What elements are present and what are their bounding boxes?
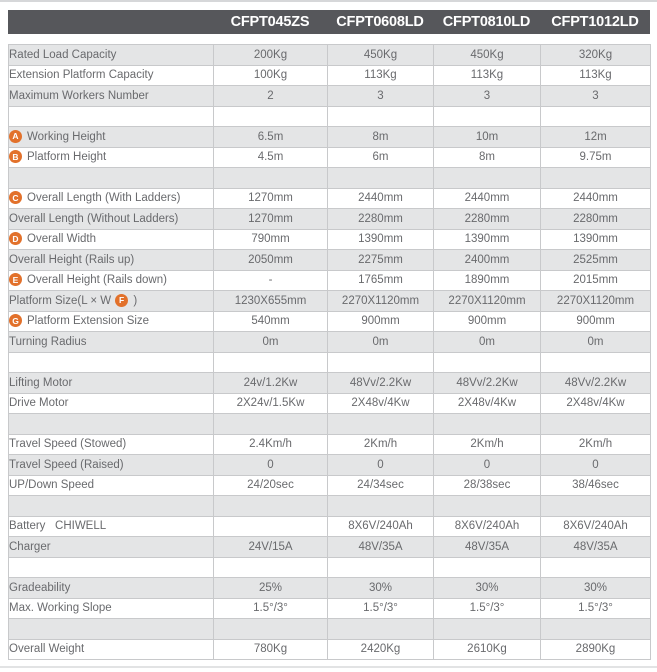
- spec-value-cell: 12m: [541, 127, 651, 148]
- spacer-label-cell: [9, 106, 214, 127]
- spacer-value-cell: [328, 168, 434, 189]
- spec-row: [9, 516, 651, 537]
- spec-row: [9, 311, 651, 332]
- spec-value-cell: 0: [328, 455, 434, 476]
- spec-value-cell: 1890mm: [434, 270, 541, 291]
- spacer-value-cell: [434, 106, 541, 127]
- spec-value-cell: 2270X1120mm: [541, 291, 651, 312]
- spec-value-cell: 1390mm: [328, 229, 434, 250]
- specification-table: [8, 44, 651, 660]
- spec-row: [9, 434, 651, 455]
- spec-value-cell: 48V/35A: [434, 537, 541, 558]
- spec-label: Working Height: [27, 130, 106, 143]
- spec-value-cell: 6.5m: [214, 127, 328, 148]
- spec-value-cell: 0m: [328, 332, 434, 353]
- spec-value-cell: 2610Kg: [434, 639, 541, 660]
- spec-row: [9, 65, 651, 86]
- spec-value-cell: 2280mm: [541, 209, 651, 230]
- spec-label-cell: [9, 209, 214, 230]
- spec-label: Travel Speed (Stowed): [9, 438, 127, 451]
- spec-label: Overall Height (Rails down): [27, 274, 167, 287]
- spec-label-cell: [9, 434, 214, 455]
- spacer-label-cell: [9, 619, 214, 640]
- spec-value-cell: 3: [328, 86, 434, 107]
- spec-row: [9, 127, 651, 148]
- spec-label-cell: [9, 127, 214, 148]
- spec-value-cell: 320Kg: [541, 45, 651, 66]
- spec-value-cell: 1270mm: [214, 209, 328, 230]
- spacer-value-cell: [434, 168, 541, 189]
- spacer-value-cell: [434, 557, 541, 578]
- spec-label: Overall Height (Rails up): [9, 253, 135, 266]
- spec-value-cell: 113Kg: [541, 65, 651, 86]
- spec-value-cell: 1.5°/3°: [328, 598, 434, 619]
- spec-label-cell: [9, 598, 214, 619]
- spacer-value-cell: [434, 414, 541, 435]
- spec-label-cell: [9, 229, 214, 250]
- spec-value-cell: 540mm: [214, 311, 328, 332]
- spec-value-cell: 2X48v/4Kw: [434, 393, 541, 414]
- spacer-value-cell: [214, 168, 328, 189]
- spec-value-cell: 24v/1.2Kw: [214, 373, 328, 394]
- spec-value-cell: 0m: [541, 332, 651, 353]
- spec-row: [9, 475, 651, 496]
- spec-value-cell: 1.5°/3°: [434, 598, 541, 619]
- spec-row: [9, 332, 651, 353]
- spec-label: Travel Speed (Raised): [9, 458, 124, 471]
- spec-label: Turning Radius: [9, 335, 87, 348]
- spec-value-cell: 38/46sec: [541, 475, 651, 496]
- spacer-value-cell: [541, 352, 651, 373]
- spec-value-cell: 2280mm: [434, 209, 541, 230]
- spec-value-cell: 8X6V/240Ah: [328, 516, 434, 537]
- spec-value-cell: 25%: [214, 578, 328, 599]
- spec-value-cell: 2525mm: [541, 250, 651, 271]
- spec-value-cell: 3: [434, 86, 541, 107]
- spec-label-cell: [9, 311, 214, 332]
- spec-row: [9, 229, 651, 250]
- spec-row: [9, 455, 651, 476]
- spacer-label-cell: [9, 352, 214, 373]
- spec-value-cell: 1390mm: [434, 229, 541, 250]
- dimension-letter-badge: D: [9, 232, 22, 245]
- spacer-row: [9, 619, 651, 640]
- dimension-letter-badge: B: [9, 150, 22, 163]
- spacer-value-cell: [328, 106, 434, 127]
- spec-row: [9, 250, 651, 271]
- spec-value-cell: 0m: [434, 332, 541, 353]
- spec-value-cell: 113Kg: [434, 65, 541, 86]
- spacer-row: [9, 168, 651, 189]
- spec-value-cell: 8m: [434, 147, 541, 168]
- spec-label: Max. Working Slope: [9, 602, 112, 615]
- spec-value-cell: 48V/35A: [328, 537, 434, 558]
- spec-row: [9, 209, 651, 230]
- spec-label-cell: [9, 455, 214, 476]
- top-divider: [0, 0, 657, 2]
- spec-value-cell: 6m: [328, 147, 434, 168]
- spacer-value-cell: [541, 557, 651, 578]
- spacer-value-cell: [214, 619, 328, 640]
- dimension-letter-badge: E: [9, 273, 22, 286]
- spec-value-cell: 2015mm: [541, 270, 651, 291]
- spec-label-cell: [9, 86, 214, 107]
- spec-value-cell: 900mm: [328, 311, 434, 332]
- spacer-value-cell: [214, 414, 328, 435]
- spec-label: Platform Height: [27, 151, 107, 164]
- spec-value-cell: 3: [541, 86, 651, 107]
- spec-label-cell: [9, 291, 214, 312]
- spec-label-cell: [9, 45, 214, 66]
- spec-value-cell: 0: [434, 455, 541, 476]
- spec-value-cell: 2280mm: [328, 209, 434, 230]
- dimension-letter-badge: A: [9, 130, 22, 143]
- spec-label-cell: [9, 373, 214, 394]
- spec-value-cell: -: [214, 270, 328, 291]
- spec-label-cell: [9, 393, 214, 414]
- spec-value-cell: 450Kg: [434, 45, 541, 66]
- model-column-header: CFPT0608LD: [336, 14, 424, 30]
- spacer-row: [9, 557, 651, 578]
- spec-value-cell: 2050mm: [214, 250, 328, 271]
- spacer-value-cell: [541, 619, 651, 640]
- dimension-letter-badge: G: [9, 314, 22, 327]
- spec-value-cell: 28/38sec: [434, 475, 541, 496]
- spec-value-cell: 1765mm: [328, 270, 434, 291]
- spec-value-cell: 48Vv/2.2Kw: [434, 373, 541, 394]
- spec-row: [9, 270, 651, 291]
- spec-row: [9, 639, 651, 660]
- spec-value-cell: 100Kg: [214, 65, 328, 86]
- spec-label: Maximum Workers Number: [9, 89, 149, 102]
- spacer-value-cell: [328, 414, 434, 435]
- spec-row: [9, 188, 651, 209]
- spec-value-cell: 2: [214, 86, 328, 107]
- spacer-label-cell: [9, 496, 214, 517]
- spacer-value-cell: [328, 619, 434, 640]
- spec-row: [9, 373, 651, 394]
- spec-value-cell: 4.5m: [214, 147, 328, 168]
- spec-value-cell: [214, 516, 328, 537]
- spec-value-cell: 2440mm: [434, 188, 541, 209]
- spec-value-cell: 900mm: [434, 311, 541, 332]
- spacer-value-cell: [541, 414, 651, 435]
- spec-value-cell: 30%: [434, 578, 541, 599]
- spec-value-cell: 450Kg: [328, 45, 434, 66]
- spacer-label-cell: [9, 168, 214, 189]
- spec-row: [9, 537, 651, 558]
- spec-row: [9, 393, 651, 414]
- model-header-bar: [8, 10, 650, 34]
- spacer-value-cell: [541, 168, 651, 189]
- spec-value-cell: 8X6V/240Ah: [541, 516, 651, 537]
- spec-label-cell: [9, 65, 214, 86]
- spacer-row: [9, 106, 651, 127]
- spec-label: Charger: [9, 540, 51, 553]
- spec-label: UP/Down Speed: [9, 479, 95, 492]
- spec-value-cell: 2Km/h: [328, 434, 434, 455]
- spacer-label-cell: [9, 557, 214, 578]
- spec-value-cell: 2.4Km/h: [214, 434, 328, 455]
- spec-label: Lifting Motor: [9, 376, 73, 389]
- spec-value-cell: 1.5°/3°: [541, 598, 651, 619]
- spec-value-cell: 8X6V/240Ah: [434, 516, 541, 537]
- dimension-letter-badge: F: [115, 294, 128, 307]
- spec-value-cell: 2270X1120mm: [434, 291, 541, 312]
- spacer-row: [9, 352, 651, 373]
- spacer-label-cell: [9, 414, 214, 435]
- spec-value-cell: 9.75m: [541, 147, 651, 168]
- spec-value-cell: 2270X1120mm: [328, 291, 434, 312]
- spec-value-cell: 48V/35A: [541, 537, 651, 558]
- spec-value-cell: 1230X655mm: [214, 291, 328, 312]
- spec-value-cell: 48Vv/2.2Kw: [541, 373, 651, 394]
- spec-label: Platform Extension Size: [27, 315, 150, 328]
- specification-table-body: [9, 45, 651, 660]
- spec-row: [9, 86, 651, 107]
- spec-value-cell: 790mm: [214, 229, 328, 250]
- spec-label-cell: [9, 188, 214, 209]
- model-column-header: CFPT0810LD: [442, 14, 531, 30]
- spec-value-cell: 24/20sec: [214, 475, 328, 496]
- spec-label: Gradeability: [9, 581, 71, 594]
- spec-value-cell: 1270mm: [214, 188, 328, 209]
- spec-label: Drive Motor: [9, 397, 69, 410]
- model-column-header: CFPT045ZS: [230, 14, 310, 30]
- spec-value-cell: 0: [541, 455, 651, 476]
- spec-label-suffix: ): [130, 294, 138, 307]
- spec-value-cell: 780Kg: [214, 639, 328, 660]
- spec-label-cell: [9, 270, 214, 291]
- spacer-row: [9, 414, 651, 435]
- spec-value-cell: 30%: [541, 578, 651, 599]
- spec-label-cell: [9, 147, 214, 168]
- spec-label-cell: [9, 578, 214, 599]
- spec-value-cell: 2X24v/1.5Kw: [214, 393, 328, 414]
- spacer-value-cell: [328, 557, 434, 578]
- spec-value-cell: 2400mm: [434, 250, 541, 271]
- spec-value-cell: 2X48v/4Kw: [328, 393, 434, 414]
- spec-value-cell: 2890Kg: [541, 639, 651, 660]
- spacer-value-cell: [214, 352, 328, 373]
- spec-value-cell: 10m: [434, 127, 541, 148]
- spacer-value-cell: [328, 496, 434, 517]
- spacer-value-cell: [434, 496, 541, 517]
- spec-value-cell: 2Km/h: [541, 434, 651, 455]
- spacer-value-cell: [214, 106, 328, 127]
- spec-value-cell: 2420Kg: [328, 639, 434, 660]
- spec-value-cell: 30%: [328, 578, 434, 599]
- spec-label: Overall Length (Without Ladders): [9, 212, 179, 225]
- spec-value-cell: 900mm: [541, 311, 651, 332]
- spec-label-cell: [9, 332, 214, 353]
- spec-label-cell: [9, 475, 214, 496]
- spec-value-cell: 0: [214, 455, 328, 476]
- spec-label: Overall Weight: [9, 643, 85, 656]
- spec-row: [9, 147, 651, 168]
- spec-label: Platform Size(L × W: [9, 294, 112, 307]
- dimension-letter-badge: C: [9, 191, 22, 204]
- spec-value-cell: 2440mm: [328, 188, 434, 209]
- spacer-value-cell: [541, 496, 651, 517]
- spec-label-cell: [9, 250, 214, 271]
- spacer-value-cell: [434, 619, 541, 640]
- bottom-divider: [0, 666, 657, 668]
- spec-label: Overall Width: [27, 233, 97, 246]
- spacer-value-cell: [328, 352, 434, 373]
- spec-value-cell: 2275mm: [328, 250, 434, 271]
- spec-value-cell: 1.5°/3°: [214, 598, 328, 619]
- spec-label-cell: [9, 537, 214, 558]
- spec-value-cell: 24/34sec: [328, 475, 434, 496]
- spec-value-cell: 200Kg: [214, 45, 328, 66]
- spec-row: [9, 45, 651, 66]
- spec-value-cell: 2440mm: [541, 188, 651, 209]
- spec-value-cell: 2X48v/4Kw: [541, 393, 651, 414]
- spec-row: [9, 598, 651, 619]
- spec-label: Overall Length (With Ladders): [27, 192, 181, 205]
- spec-value-cell: 1390mm: [541, 229, 651, 250]
- spacer-value-cell: [434, 352, 541, 373]
- spec-value-cell: 2Km/h: [434, 434, 541, 455]
- spec-row: [9, 578, 651, 599]
- model-column-header: CFPT1012LD: [551, 14, 639, 30]
- spec-label-cell: [9, 516, 214, 537]
- spec-value-cell: 8m: [328, 127, 434, 148]
- spec-label: Rated Load Capacity: [9, 48, 117, 61]
- spec-label: Battery CHIWELL: [9, 520, 107, 533]
- spec-value-cell: 24V/15A: [214, 537, 328, 558]
- spacer-value-cell: [214, 496, 328, 517]
- spec-value-cell: 0m: [214, 332, 328, 353]
- spec-row: [9, 291, 651, 312]
- spec-label-cell: [9, 639, 214, 660]
- spec-value-cell: 48Vv/2.2Kw: [328, 373, 434, 394]
- spacer-row: [9, 496, 651, 517]
- spec-label: Extension Platform Capacity: [9, 69, 154, 82]
- spacer-value-cell: [214, 557, 328, 578]
- spacer-value-cell: [541, 106, 651, 127]
- spec-value-cell: 113Kg: [328, 65, 434, 86]
